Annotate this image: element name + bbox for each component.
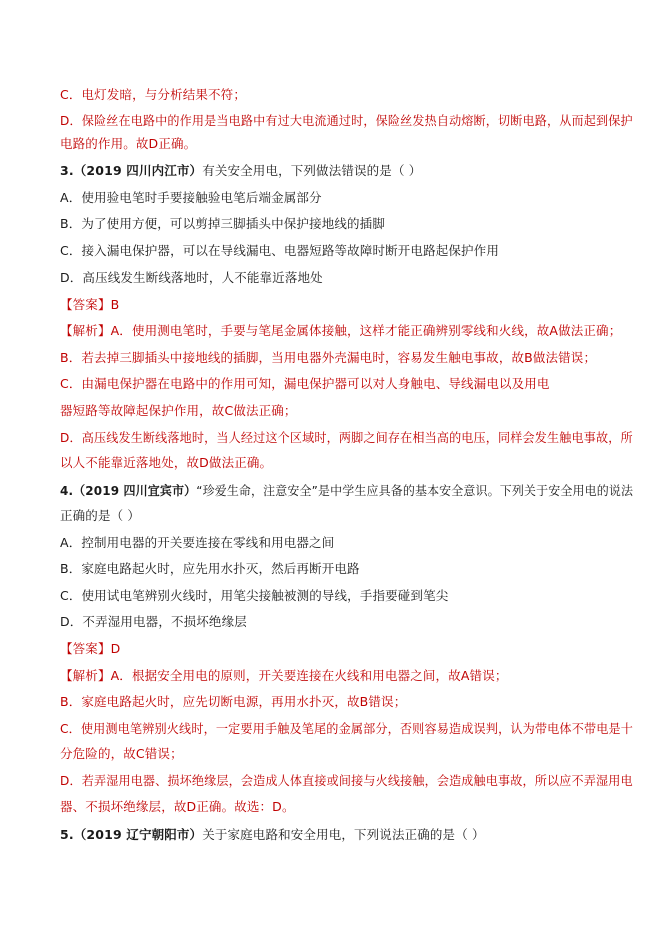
analysis-line: 器、不损坏绝缘层，故D正确。故选：D。 <box>60 799 295 814</box>
option-a: A．控制用电器的开关要连接在零线和用电器之间 <box>60 535 335 550</box>
question-4-source: 4.（2019 四川宜宾市） <box>60 483 197 498</box>
analysis-line: 以人不能靠近落地处，故D做法正确。 <box>60 455 273 470</box>
analysis-line: C．使用测电笔辨别火线时，一定要用手触及笔尾的金属部分，否则容易造成误判，认为带电体不带电是十 <box>60 721 634 736</box>
text-line: 电路的作用。故D正确。 <box>60 136 197 151</box>
analysis-line: C．由漏电保护器在电路中的作用可知，漏电保护器可以对人身触电、导线漏电以及用电 <box>60 376 550 391</box>
question-4-stem <box>60 483 633 499</box>
analysis-line: B．若去掉三脚插头中接地线的插脚，当用电器外壳漏电时，容易发生触电事故，故B做法错误； <box>60 350 597 365</box>
analysis-line: D．高压线发生断线落地时，当人经过这个区域时，两脚之间存在相当高的电压，同样会发生触电事故，所 <box>60 430 633 445</box>
text-line: D．保险丝在电路中的作用是当电路中有过大电流通过时，保险丝发热自动熔断，切断电路，从而起到保护 <box>60 113 633 128</box>
analysis-line: 【解析】A．根据安全用电的原则，开关要连接在火线和用电器之间，故A错误； <box>60 668 508 683</box>
text-line: C．电灯发暗，与分析结果不符； <box>60 87 246 102</box>
question-5-text: 关于家庭电路和安全用电，下列说法正确的是（ ） <box>202 827 485 842</box>
question-5-stem <box>60 827 485 843</box>
option-d: D．高压线发生断线落地时，人不能靠近落地处 <box>60 270 323 285</box>
option-a: A．使用验电笔时手要接触验电笔后端金属部分 <box>60 190 322 205</box>
analysis-line: B．家庭电路起火时，应先切断电源，再用水扑灭，故B错误； <box>60 694 407 709</box>
question-5-source: 5.（2019 辽宁朝阳市） <box>60 827 203 842</box>
option-b: B．家庭电路起火时，应先用水扑灭，然后再断开电路 <box>60 561 360 576</box>
question-3-stem <box>60 163 421 179</box>
question-3-text: 有关安全用电，下列做法错误的是（ ） <box>202 163 422 178</box>
analysis-line: 【解析】A．使用测电笔时，手要与笔尾金属体接触，这样才能正确辨别零线和火线，故A做法正确； <box>60 323 622 338</box>
option-d: D．不弄湿用电器，不损坏绝缘层 <box>60 614 247 629</box>
option-b: B．为了使用方便，可以剪掉三脚插头中保护接地线的插脚 <box>60 216 385 231</box>
option-c: C．接入漏电保护器，可以在导线漏电、电器短路等故障时断开电路起保护作用 <box>60 243 499 258</box>
option-c: C．使用试电笔辨别火线时，用笔尖接触被测的导线，手指要碰到笔尖 <box>60 588 449 603</box>
analysis-line: D．若弄湿用电器、损坏绝缘层，会造成人体直接或间接与火线接触，会造成触电事故，所以应不弄湿用电 <box>60 773 633 788</box>
analysis-line: 器短路等故障起保护作用，故C做法正确； <box>60 403 297 418</box>
question-4-text-cont: 正确的是（ ） <box>60 508 141 523</box>
analysis-line: 分危险的，故C错误； <box>60 746 183 761</box>
answer-label: 【答案】D <box>60 641 121 656</box>
question-3-source: 3.（2019 四川内江市） <box>60 163 203 178</box>
answer-label: 【答案】B <box>60 297 120 312</box>
question-4-text: “珍爱生命，注意安全”是中学生应具备的基本安全意识。下列关于安全用电的说法 <box>196 483 634 498</box>
